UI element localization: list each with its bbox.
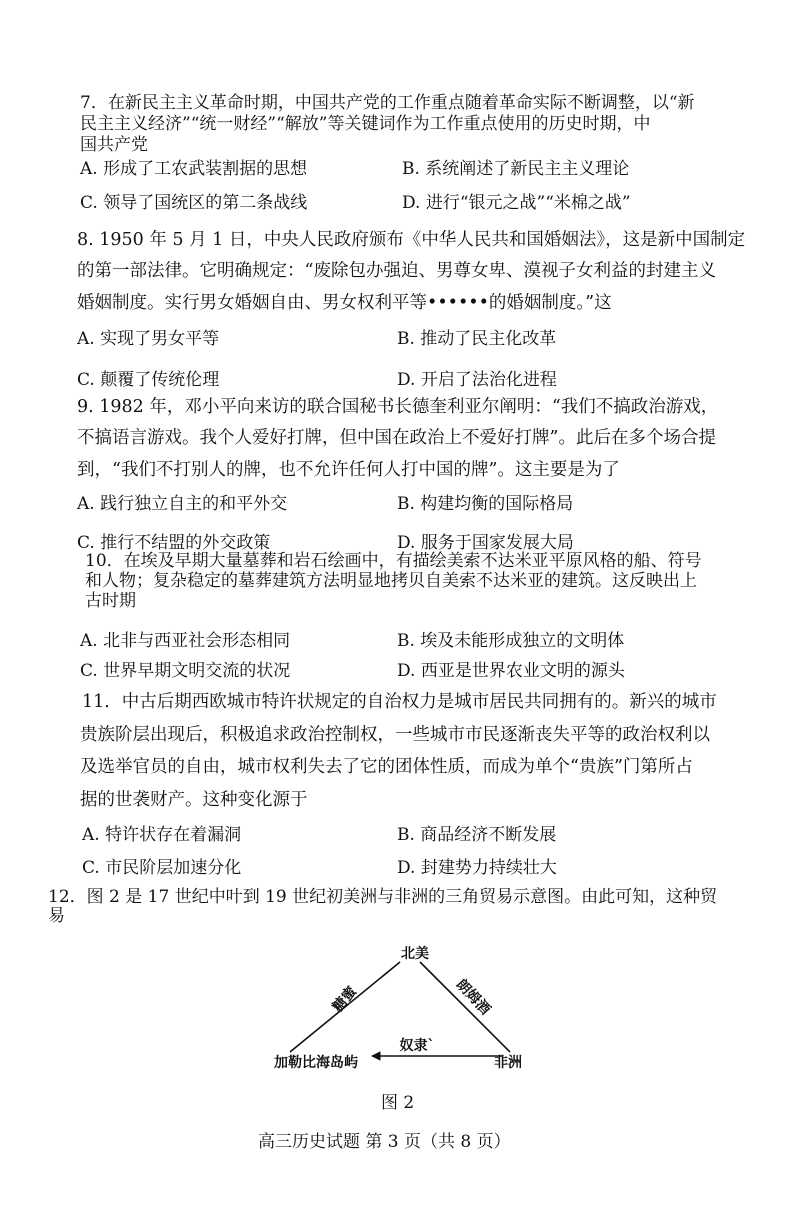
figure-caption: 图 2 bbox=[381, 1093, 415, 1113]
node-north-america: 北美 bbox=[401, 946, 429, 962]
question-11-line-1: 11．中古后期西欧城市特许状规定的自治权力是城市居民共同拥有的。新兴的城市 bbox=[82, 692, 717, 712]
question-9-line-1: 9. 1982 年，邓小平向来访的联合国秘书长德奎利亚尔阐明：“我们不搞政治游戏， bbox=[77, 397, 719, 417]
question-10-line-2: 和人物；复杂稳定的墓葬建筑方法明显地拷贝自美索不达米亚的建筑。这反映出上 bbox=[85, 571, 697, 591]
question-8-line-3: 婚姻制度。实行男女婚姻自由、男女权利平等••••••的婚姻制度。”这 bbox=[77, 293, 612, 313]
question-11-option-a: A. 特许状存在着漏洞 bbox=[82, 825, 242, 845]
question-11-line-2: 贵族阶层出现后，积极追求政治控制权，一些城市市民逐渐丧失平等的政治权利以 bbox=[80, 725, 710, 745]
question-10-option-b: B. 埃及未能形成独立的文明体 bbox=[397, 631, 625, 651]
question-8-option-b: B. 推动了民主化改革 bbox=[397, 329, 557, 349]
question-9-option-c: C. 推行不结盟的外交政策 bbox=[77, 533, 271, 553]
question-10-line-3: 古时期 bbox=[85, 591, 136, 611]
question-7-line-1: 7．在新民主主义革命时期，中国共产党的工作重点随着革命实际不断调整，以“新 bbox=[80, 93, 695, 113]
page-footer: 高三历史试题 第 3 页（共 8 页） bbox=[258, 1132, 511, 1152]
question-7-option-d: D. 进行“银元之战”“米棉之战” bbox=[402, 193, 631, 213]
question-8-option-a: A. 实现了男女平等 bbox=[77, 329, 220, 349]
question-7-option-c: C. 领导了国统区的第二条战线 bbox=[80, 193, 308, 213]
question-11-line-3: 及选举官员的自由，城市权利失去了它的团体性质，而成为单个“贵族”门第所占 bbox=[80, 757, 693, 777]
node-caribbean-islands: 加勒比海岛屿 bbox=[274, 1055, 358, 1071]
question-12-line-1: 12．图 2 是 17 世纪中叶到 19 世纪初美洲与非洲的三角贸易示意图。由此可知，这种贸 bbox=[48, 887, 718, 907]
question-8-option-d: D. 开启了法治化进程 bbox=[397, 370, 557, 390]
question-10-option-a: A. 北非与西亚社会形态相同 bbox=[80, 631, 291, 651]
question-7-option-a: A. 形成了工农武装割据的思想 bbox=[80, 159, 308, 179]
question-7-line-3: 国共产党 bbox=[80, 135, 148, 155]
question-11-option-b: B. 商品经济不断发展 bbox=[397, 825, 557, 845]
edge-label-molasses: 糖蜜 bbox=[329, 983, 361, 1016]
question-10-line-1: 10．在埃及早期大量墓葬和岩石绘画中，有描绘美索不达米亚平原风格的船、符号 bbox=[85, 551, 702, 571]
question-9-option-a: A. 践行独立自主的和平外交 bbox=[77, 494, 288, 514]
question-9-option-d: D. 服务于国家发展大局 bbox=[397, 533, 574, 553]
edge-label-rum: 朗姆酒 bbox=[452, 976, 494, 1019]
question-10-option-d: D. 西亚是世界农业文明的源头 bbox=[397, 661, 625, 681]
question-12-line-2: 易 bbox=[48, 906, 65, 926]
question-8-line-2: 的第一部法律。它明确规定：“废除包办强迫、男尊女卑、漠视子女利益的封建主义 bbox=[77, 261, 716, 281]
question-11-line-4: 据的世袭财产。这种变化源于 bbox=[80, 790, 308, 810]
question-7-option-b: B. 系统阐述了新民主主义理论 bbox=[402, 159, 630, 179]
question-11-option-c: C. 市民阶层加速分化 bbox=[82, 858, 242, 878]
node-africa: 非洲 bbox=[494, 1055, 522, 1071]
question-8-option-c: C. 颠覆了传统伦理 bbox=[77, 370, 220, 390]
question-8-line-1: 8. 1950 年 5 月 1 日，中央人民政府颁布《中华人民共和国婚姻法》，这是新中国制定 bbox=[77, 230, 746, 250]
triangle-trade-diagram bbox=[260, 940, 540, 1080]
question-11-option-d: D. 封建势力持续壮大 bbox=[397, 858, 557, 878]
question-7-line-2: 民主主义经济”“统一财经”“解放”等关键词作为工作重点使用的历史时期，中 bbox=[80, 114, 651, 134]
question-10-option-c: C. 世界早期文明交流的状况 bbox=[80, 661, 291, 681]
edge-label-slaves: 奴隶` bbox=[399, 1038, 435, 1054]
question-9-option-b: B. 构建均衡的国际格局 bbox=[397, 494, 574, 514]
question-9-line-3: 到，“我们不打别人的牌，也不允许任何人打中国的牌”。这主要是为了 bbox=[77, 460, 620, 480]
question-9-line-2: 不搞语言游戏。我个人爱好打牌，但中国在政治上不爱好打牌”。此后在多个场合提 bbox=[77, 428, 716, 448]
